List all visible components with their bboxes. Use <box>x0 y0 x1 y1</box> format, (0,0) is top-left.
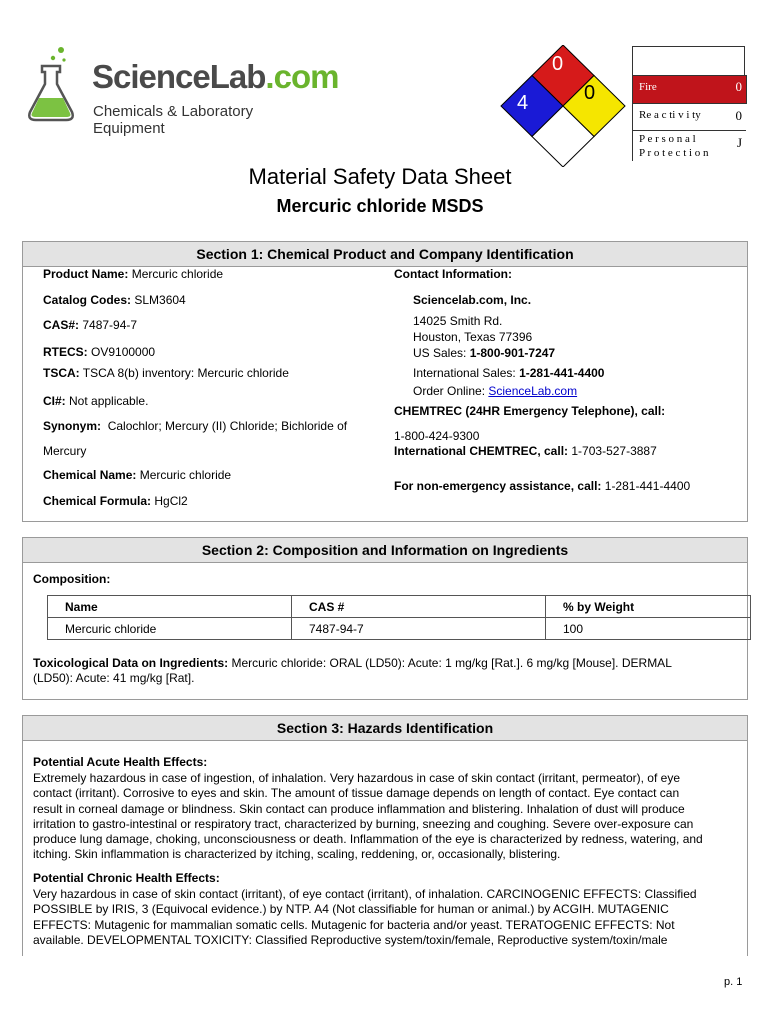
table-header-row <box>48 596 751 618</box>
section-3 <box>22 715 748 956</box>
synonym-field: Synonym: Calochlor; Mercury (II) Chloride; Bichloride of <box>43 419 348 433</box>
hmis-reactivity-value: 0 <box>735 108 742 123</box>
section-2 <box>22 537 748 700</box>
address-line-2: Houston, Texas 77396 <box>413 330 533 344</box>
logo-tagline: Chemicals & Laboratory Equipment <box>93 103 254 137</box>
tsca-field: TSCA: TSCA 8(b) inventory: Mercuric chloride <box>43 366 289 380</box>
acute-effects-text: Extremely hazardous in case of ingestion, of inhalation. Very hazardous in case of skin contact (irritant, permeator), of eye contact (irritant). Corrosive to eyes and skin. The amount of tissue damage depends on length of contact. Eye contact can result in corneal damage or blindness. Skin contact can produce inflammation and blistering. Inhalation of dust will produce irritation to gastro-intestinal or respiratory tract, characterized by burning, sneezing and coughing. Severe over-exposure can produce lung damage, choking, unconsciousness or death. Inflammation of the eye is characterized by redness, watering, and itching. Skin inflammation is characterized by itching, scaling, reddening, or, occasionally, blistering. <box>33 771 703 862</box>
synonym-continuation: Mercury <box>43 444 87 458</box>
hmis-personal-value: J <box>736 135 742 150</box>
product-name-field: Product Name: Mercuric chloride <box>43 267 224 281</box>
order-online-field: Order Online: ScienceLab.com <box>413 384 578 398</box>
hmis-reactivity-row <box>632 103 746 131</box>
cell-weight: 100 <box>546 618 751 640</box>
ci-field: CI#: Not applicable. <box>43 394 149 408</box>
hmis-personal-label-2: P r o t e c t i o n <box>639 147 709 159</box>
catalog-codes-field: Catalog Codes: SLM3604 <box>43 293 186 307</box>
contact-info-label: Contact Information: <box>394 267 512 281</box>
order-online-link[interactable]: ScienceLab.com <box>488 384 578 398</box>
section-1-heading: Section 1: Chemical Product and Company Identification <box>23 242 747 267</box>
nfpa-reactivity-value: 0 <box>584 82 596 104</box>
logo-wordmark: ScienceLab.com <box>92 58 339 95</box>
page-title: Material Safety Data Sheet <box>248 164 512 189</box>
hmis-personal-label-1: P e r s o n a l <box>639 133 696 145</box>
section-1 <box>22 241 748 522</box>
company-name: Sciencelab.com, Inc. <box>413 293 532 307</box>
hmis-box <box>632 46 745 162</box>
us-sales-field: US Sales: 1-800-901-7247 <box>413 346 556 360</box>
hmis-personal-row <box>632 131 746 161</box>
chemical-formula-field: Chemical Formula: HgCl2 <box>43 494 188 508</box>
sciencelab-logo <box>20 46 339 137</box>
col-name-header: Name <box>48 596 292 618</box>
intl-chemtrec-field: International CHEMTREC, call: 1-703-527-3887 <box>394 444 657 458</box>
rtecs-field: RTECS: OV9100000 <box>43 345 156 359</box>
hmis-fire-label: Fire <box>639 81 657 93</box>
col-cas-header: CAS # <box>292 596 546 618</box>
acute-effects-label: Potential Acute Health Effects: <box>33 755 208 769</box>
table-row <box>48 618 751 640</box>
hmis-health-row <box>632 46 745 75</box>
cell-name: Mercuric chloride <box>48 618 292 640</box>
hmis-fire-value: 0 <box>735 79 742 94</box>
hmis-reactivity-label: Re a c ti v i ty <box>639 109 701 121</box>
cas-field: CAS#: 7487-94-7 <box>43 318 138 332</box>
address-line-1: 14025 Smith Rd. <box>413 314 503 328</box>
flask-icon <box>20 46 80 126</box>
chronic-effects-text: Very hazardous in case of skin contact (irritant), of eye contact (irritant), of inhalation. CARCINOGENIC EFFECTS: Classified POSSIBLE by IRIS, 3 (Equivocal evidence.) by NTP. A4 (Not classifiable for human or animal.) by ACGIH. MUTAGENIC EFFECTS: Mutagenic for mammalian somatic cells. Mutagenic for bacteria and/or yeast. TERATOGENIC EFFECTS: Not available. DEVELOPMENTAL TOXICITY: Classified Reproductive system/toxin/female, Reproductive system/toxin/male <box>33 887 697 947</box>
composition-table <box>47 595 751 640</box>
chemical-name-field: Chemical Name: Mercuric chloride <box>43 468 232 482</box>
hmis-fire-row <box>632 75 747 104</box>
col-weight-header: % by Weight <box>546 596 751 618</box>
nfpa-fire-value: 0 <box>552 53 564 75</box>
section-3-heading: Section 3: Hazards Identification <box>23 716 747 741</box>
nfpa-health-value: 4 <box>517 92 529 114</box>
page-subtitle: Mercuric chloride MSDS <box>276 196 484 216</box>
composition-label: Composition: <box>33 572 111 586</box>
cell-cas: 7487-94-7 <box>292 618 546 640</box>
chemtrec-label: CHEMTREC (24HR Emergency Telephone), call: <box>394 404 666 418</box>
section-2-heading: Section 2: Composition and Information on Ingredients <box>23 538 747 563</box>
chemtrec-number: 1-800-424-9300 <box>394 429 480 443</box>
chronic-effects-label: Potential Chronic Health Effects: <box>33 871 220 885</box>
non-emergency-field: For non-emergency assistance, call: 1-281-441-4400 <box>394 479 691 493</box>
intl-sales-field: International Sales: 1-281-441-4400 <box>413 366 605 380</box>
toxicological-data: Toxicological Data on Ingredients: Mercuric chloride: ORAL (LD50): Acute: 1 mg/kg [Rat.]. 6 mg/kg [Mouse]. DERMAL (LD50): Acute: 41 mg/kg [Rat]. <box>33 656 672 686</box>
page-number: p. 1 <box>724 976 743 988</box>
nfpa-diamond <box>500 45 626 167</box>
